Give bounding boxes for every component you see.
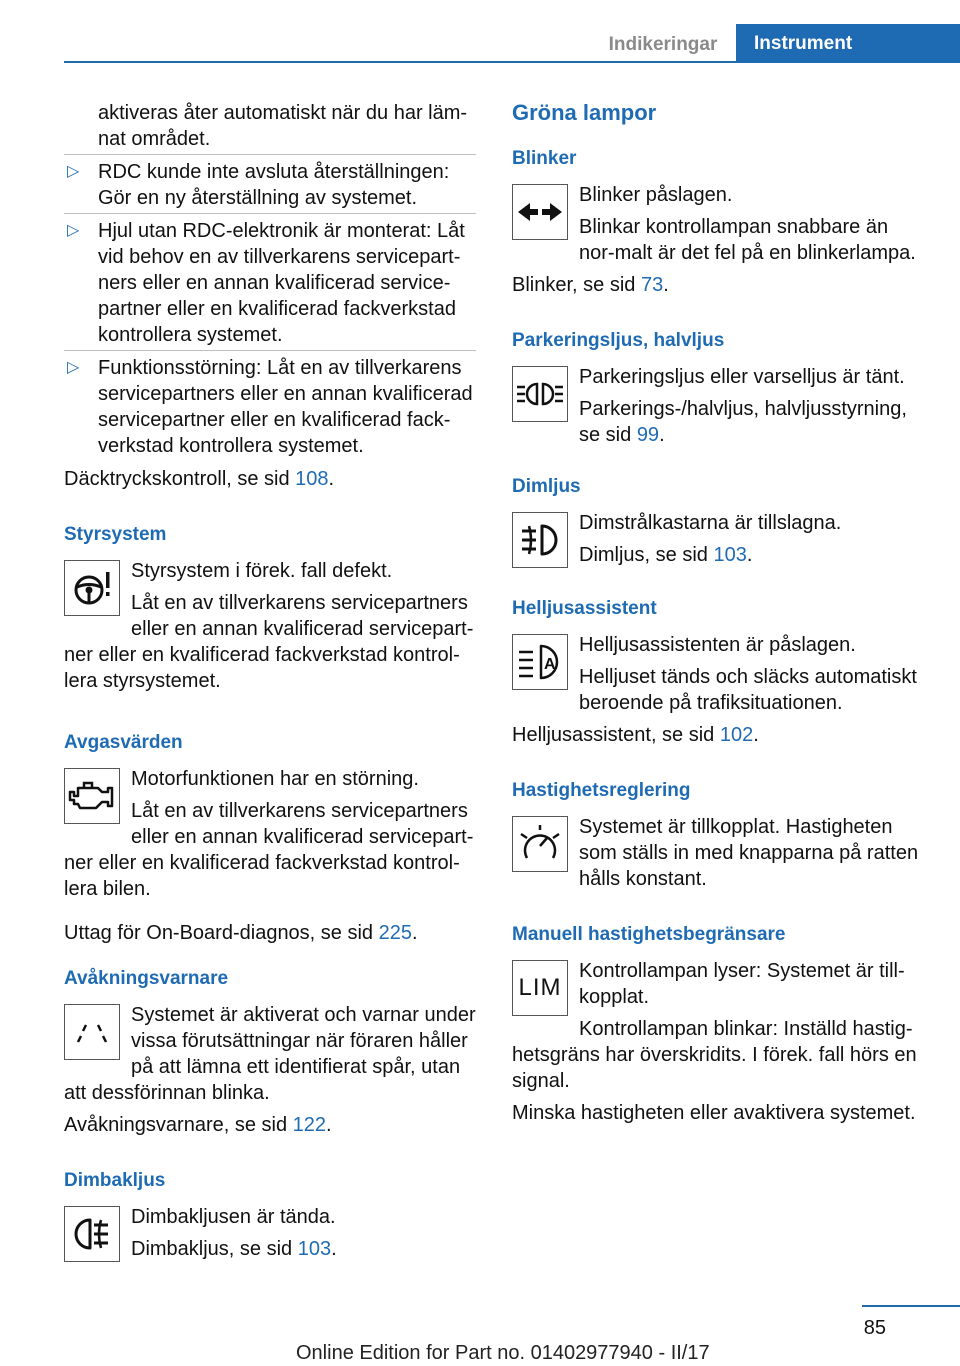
entry-blinker [512, 182, 928, 266]
page-link[interactable]: 108 [295, 468, 329, 490]
list-item [64, 159, 476, 211]
section-title: Gröna lampor [512, 100, 657, 125]
page-link[interactable]: 225 [378, 922, 412, 944]
heading-avakningsvarnare: Avåkningsvarnare [64, 968, 229, 989]
front-fog-light-icon [512, 512, 568, 568]
list-item-text: RDC kunde inte avsluta återställningen: Gör en ny återställning av systemet. [98, 161, 450, 209]
entry-helljusassistent [512, 632, 928, 716]
svg-text:A: A [544, 656, 556, 673]
list-item [64, 355, 476, 459]
triangle-bullet-icon: ▷ [67, 163, 80, 180]
entry-text: Dimstrålkastarna är tillslagna. [579, 512, 842, 534]
entry-text: Blinker påslagen. [579, 184, 733, 206]
heading-helljusassistent: Helljusassistent [512, 598, 657, 619]
parking-light-icon [512, 366, 568, 422]
list-item-text: Hjul utan RDC-elektronik är monterat: Låt vid behov en av tillverkarens servicepart-ners eller en annan kvalificerad service-partner eller en kvalificerad fackverkstad kontrollera systemet. [98, 220, 465, 346]
right-column [512, 100, 928, 1133]
entry-avakningsvarnare [64, 1002, 476, 1106]
rear-fog-light-icon [64, 1206, 120, 1262]
page-link[interactable]: 102 [719, 724, 754, 746]
heading-avgasvarden: Avgasvärden [64, 732, 183, 753]
heading-parkeringsljus: Parkeringsljus, halvljus [512, 330, 725, 351]
heading-dimbakljus: Dimbakljus [64, 1170, 166, 1191]
obd-reference: Uttag för On-Board-diagnos, se sid 225. [64, 922, 418, 944]
heading-hastighetsreglering: Hastighetsreglering [512, 780, 691, 801]
tab-instrument[interactable]: Instrument [736, 24, 960, 63]
entry-hastighetsbegransare [512, 958, 928, 1094]
entry-text: Blinkar kontrollampan snabbare än nor-malt är det fel på en blinkerlampa. [579, 216, 916, 264]
high-beam-assistant-icon [512, 634, 568, 690]
page-link[interactable]: 73 [640, 274, 664, 296]
entry-text: Systemet är tillkopplat. Hastigheten som ställs in med knapparna på ratten hålls konstant. [579, 816, 919, 890]
entry-text: Kontrollampan lyser: Systemet är till-kopplat. [579, 960, 905, 1008]
cruise-control-icon [512, 816, 568, 872]
blinker-reference: Blinker, se sid 73. [512, 274, 669, 296]
list-item [64, 218, 476, 348]
entry-text: Låt en av tillverkarens servicepartners eller en annan kvalificerad servicepart-ner eller en kvalificerad fackverkstad kontrol-lera bilen. [64, 800, 474, 900]
triangle-bullet-icon: ▷ [67, 222, 80, 239]
page-link[interactable]: 103 [713, 544, 747, 566]
edition-footer: Online Edition for Part no. 01402977940 - II/17 [296, 1342, 710, 1364]
parkering-reference: Parkerings-/halvljus, halvljusstyrning, se sid 99. [579, 398, 907, 446]
turn-signal-icon [512, 184, 568, 240]
entry-text: Kontrollampan blinkar: Inställd hastig-hetsgräns har överskridits. I förek. fall hörs en signal. [512, 1018, 917, 1092]
continued-text: aktiveras åter automatiskt när du har läm-nat området. [98, 102, 468, 150]
heading-hastighetsbegransare: Manuell hastighetsbegränsare [512, 924, 786, 945]
entry-text: Dimbakljusen är tända. [131, 1206, 336, 1228]
steering-warning-icon [64, 560, 120, 616]
begransare-advice: Minska hastigheten eller avaktivera systemet. [512, 1102, 916, 1124]
tire-pressure-reference: Däcktryckskontroll, se sid 108. [64, 468, 335, 490]
dimbakljus-reference: Dimbakljus, se sid 103. [131, 1238, 337, 1260]
entry-text: Systemet är aktiverat och varnar under vissa förutsättningar när föraren håller på att lämna ett identifierat spår, utan att dessförinnan blinka. [64, 1004, 476, 1104]
entry-text: Parkeringsljus eller varselljus är tänt. [579, 366, 905, 388]
entry-parkeringsljus [512, 364, 928, 448]
entry-text: Styrsystem i förek. fall defekt. [131, 560, 393, 582]
engine-icon [64, 768, 120, 824]
entry-text: Motorfunktionen har en störning. [131, 768, 419, 790]
tab-indikeringar[interactable]: Indikeringar [608, 34, 718, 55]
page-link[interactable]: 99 [636, 424, 660, 446]
triangle-bullet-icon: ▷ [67, 359, 80, 376]
limiter-label: LIM [518, 974, 562, 1001]
entry-styrsystem [64, 558, 476, 694]
page-link[interactable]: 103 [297, 1238, 332, 1260]
page-number-rule [862, 1305, 960, 1307]
page-link[interactable]: 122 [292, 1114, 327, 1136]
speed-limiter-icon [512, 960, 568, 1016]
left-column [64, 100, 476, 1268]
entry-hastighetsreglering [512, 814, 928, 892]
helljus-reference: Helljusassistent, se sid 102. [512, 724, 759, 746]
avakning-reference: Avåkningsvarnare, se sid 122. [64, 1114, 332, 1136]
heading-dimljus: Dimljus [512, 476, 581, 497]
list-item-text: Funktionsstörning: Låt en av tillverkarens servicepartners eller en annan kvalificerad servicepartner eller en kvalificerad fack-verkstad kontrollera systemet. [98, 357, 473, 457]
entry-text: Låt en av tillverkarens servicepartners eller en annan kvalificerad servicepart-ner eller en kvalificerad fackverkstad kontrol-lera styrsystemet. [64, 592, 474, 692]
heading-styrsystem: Styrsystem [64, 524, 167, 545]
page-number: 85 [863, 1317, 886, 1339]
entry-text: Helljuset tänds och släcks automatiskt beroende på trafiksituationen. [579, 666, 917, 714]
entry-dimljus [512, 510, 928, 568]
lane-departure-icon [64, 1004, 120, 1060]
entry-dimbakljus [64, 1204, 476, 1262]
heading-blinker: Blinker [512, 148, 577, 169]
dimljus-reference: Dimljus, se sid 103. [579, 544, 753, 566]
entry-text: Helljusassistenten är påslagen. [579, 634, 856, 656]
entry-avgasvarden [64, 766, 476, 902]
